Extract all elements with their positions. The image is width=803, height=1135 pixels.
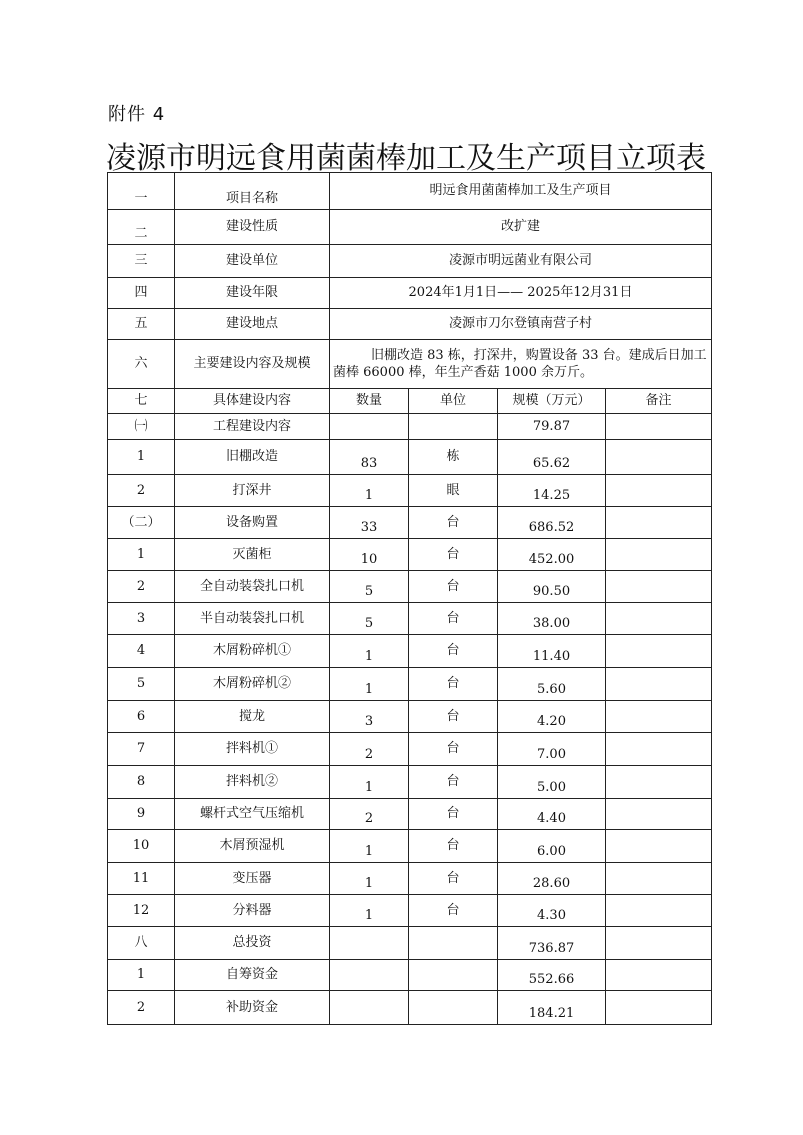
- item-unit: 台: [409, 830, 498, 863]
- header-scale: 规模（万元）: [498, 389, 606, 414]
- row-number: 五: [108, 309, 175, 340]
- detail-row: [108, 733, 712, 766]
- item-quantity: 1: [330, 475, 409, 507]
- item-name: 木屑粉碎机②: [175, 668, 330, 701]
- row-label: 建设单位: [175, 245, 330, 278]
- item-note: [606, 766, 712, 799]
- detail-row: [108, 507, 712, 539]
- item-scale: 5.60: [498, 668, 606, 701]
- item-unit: 台: [409, 539, 498, 571]
- header-note: 备注: [606, 389, 712, 414]
- detail-row: [108, 799, 712, 830]
- item-unit: 台: [409, 603, 498, 635]
- item-name: 补助资金: [175, 991, 330, 1025]
- item-name: 打深井: [175, 475, 330, 507]
- detail-header-row: [108, 389, 712, 414]
- row-value: 凌源市明远菌业有限公司: [330, 245, 712, 278]
- item-quantity: [330, 991, 409, 1025]
- item-unit: [409, 991, 498, 1025]
- item-name: 搅龙: [175, 701, 330, 733]
- item-quantity: [330, 960, 409, 991]
- row-number: 10: [108, 830, 175, 863]
- detail-row: [108, 927, 712, 960]
- detail-row: [108, 475, 712, 507]
- item-unit: [409, 414, 498, 440]
- item-unit: 台: [409, 895, 498, 927]
- row-number: 三: [108, 245, 175, 278]
- item-name: 灭菌柜: [175, 539, 330, 571]
- item-note: [606, 895, 712, 927]
- row-number: 4: [108, 635, 175, 668]
- info-row: [108, 210, 712, 245]
- detail-row: [108, 863, 712, 895]
- row-value-description: [330, 340, 712, 389]
- item-note: [606, 475, 712, 507]
- header-quantity: 数量: [330, 389, 409, 414]
- item-unit: 台: [409, 507, 498, 539]
- row-number: 7: [108, 733, 175, 766]
- item-note: [606, 539, 712, 571]
- item-quantity: 1: [330, 863, 409, 895]
- row-number: 1: [108, 539, 175, 571]
- item-name: 自筹资金: [175, 960, 330, 991]
- item-name: 设备购置: [175, 507, 330, 539]
- item-name: 拌料机②: [175, 766, 330, 799]
- item-quantity: 1: [330, 668, 409, 701]
- item-quantity: 33: [330, 507, 409, 539]
- item-scale: 552.66: [498, 960, 606, 991]
- detail-row: [108, 414, 712, 440]
- item-name: 木屑粉碎机①: [175, 635, 330, 668]
- item-note: [606, 991, 712, 1025]
- info-row: [108, 245, 712, 278]
- item-scale: 11.40: [498, 635, 606, 668]
- detail-row: [108, 895, 712, 927]
- detail-row: [108, 701, 712, 733]
- row-number: ㈠: [108, 414, 175, 440]
- item-scale: 5.00: [498, 766, 606, 799]
- item-unit: 台: [409, 733, 498, 766]
- description-line-1: 旧棚改造 83 栋，打深井，购置设备 33 台。建成后日加工: [371, 348, 707, 363]
- row-number: （二）: [108, 507, 175, 539]
- info-row: [108, 309, 712, 340]
- item-scale: 736.87: [498, 927, 606, 960]
- header-unit: 单位: [409, 389, 498, 414]
- item-unit: [409, 960, 498, 991]
- item-note: [606, 414, 712, 440]
- row-label: 主要建设内容及规模: [175, 340, 330, 389]
- item-scale: 7.00: [498, 733, 606, 766]
- row-value: 凌源市刀尔登镇南营子村: [330, 309, 712, 340]
- item-note: [606, 668, 712, 701]
- row-number: 8: [108, 766, 175, 799]
- item-quantity: 5: [330, 603, 409, 635]
- row-label: 建设地点: [175, 309, 330, 340]
- row-number: 2: [108, 571, 175, 603]
- row-number: 二: [108, 210, 175, 245]
- item-quantity: [330, 927, 409, 960]
- item-unit: 台: [409, 863, 498, 895]
- item-name: 总投资: [175, 927, 330, 960]
- row-label: 建设性质: [175, 210, 330, 245]
- row-number: 6: [108, 701, 175, 733]
- item-quantity: 1: [330, 830, 409, 863]
- item-note: [606, 603, 712, 635]
- item-unit: 台: [409, 635, 498, 668]
- item-scale: 4.20: [498, 701, 606, 733]
- item-note: [606, 830, 712, 863]
- detail-row: [108, 991, 712, 1025]
- item-unit: 台: [409, 571, 498, 603]
- item-note: [606, 927, 712, 960]
- item-name: 变压器: [175, 863, 330, 895]
- item-scale: 65.62: [498, 440, 606, 475]
- info-row: [108, 278, 712, 309]
- item-scale: 90.50: [498, 571, 606, 603]
- item-note: [606, 571, 712, 603]
- item-name: 全自动装袋扎口机: [175, 571, 330, 603]
- row-value: 改扩建: [330, 210, 712, 245]
- item-scale: 184.21: [498, 991, 606, 1025]
- row-number: 12: [108, 895, 175, 927]
- item-scale: 79.87: [498, 414, 606, 440]
- item-unit: 台: [409, 799, 498, 830]
- item-quantity: 83: [330, 440, 409, 475]
- detail-row: [108, 668, 712, 701]
- detail-row: [108, 440, 712, 475]
- row-number: 3: [108, 603, 175, 635]
- document-title: 凌源市明远食用菌菌棒加工及生产项目立项表: [106, 141, 706, 176]
- detail-row: [108, 960, 712, 991]
- item-unit: 台: [409, 701, 498, 733]
- info-row: [108, 340, 712, 389]
- item-scale: 686.52: [498, 507, 606, 539]
- project-table: [107, 172, 712, 1025]
- item-unit: 台: [409, 766, 498, 799]
- header-number: 七: [108, 389, 175, 414]
- detail-row: [108, 635, 712, 668]
- item-scale: 38.00: [498, 603, 606, 635]
- item-quantity: 1: [330, 766, 409, 799]
- item-note: [606, 960, 712, 991]
- item-name: 旧棚改造: [175, 440, 330, 475]
- row-label: 项目名称: [175, 173, 330, 210]
- detail-row: [108, 571, 712, 603]
- item-note: [606, 863, 712, 895]
- detail-row: [108, 603, 712, 635]
- row-label: 建设年限: [175, 278, 330, 309]
- item-unit: [409, 927, 498, 960]
- item-unit: 栋: [409, 440, 498, 475]
- item-note: [606, 701, 712, 733]
- detail-row: [108, 766, 712, 799]
- item-scale: 28.60: [498, 863, 606, 895]
- row-value: 明远食用菌菌棒加工及生产项目: [330, 173, 712, 210]
- item-scale: 14.25: [498, 475, 606, 507]
- row-number: 1: [108, 440, 175, 475]
- row-number: 八: [108, 927, 175, 960]
- item-unit: 台: [409, 668, 498, 701]
- attachment-label: 附件 4: [108, 104, 166, 125]
- item-quantity: 1: [330, 635, 409, 668]
- item-scale: 4.40: [498, 799, 606, 830]
- row-number: 1: [108, 960, 175, 991]
- item-quantity: 5: [330, 571, 409, 603]
- item-scale: 452.00: [498, 539, 606, 571]
- row-number: 一: [108, 173, 175, 210]
- detail-row: [108, 830, 712, 863]
- row-value: 2024年1月1日—— 2025年12月31日: [330, 278, 712, 309]
- item-name: 拌料机①: [175, 733, 330, 766]
- item-quantity: 10: [330, 539, 409, 571]
- row-number: 5: [108, 668, 175, 701]
- row-number: 六: [108, 340, 175, 389]
- item-unit: 眼: [409, 475, 498, 507]
- item-scale: 6.00: [498, 830, 606, 863]
- item-note: [606, 799, 712, 830]
- item-note: [606, 733, 712, 766]
- item-note: [606, 440, 712, 475]
- row-number: 2: [108, 991, 175, 1025]
- row-number: 9: [108, 799, 175, 830]
- header-name: 具体建设内容: [175, 389, 330, 414]
- item-quantity: 2: [330, 799, 409, 830]
- description-line-2: 菌棒 66000 棒，年生产香菇 1000 余万斤。: [333, 365, 593, 380]
- info-row: [108, 173, 712, 210]
- item-name: 分料器: [175, 895, 330, 927]
- item-name: 工程建设内容: [175, 414, 330, 440]
- item-note: [606, 507, 712, 539]
- row-number: 四: [108, 278, 175, 309]
- row-number: 11: [108, 863, 175, 895]
- item-quantity: [330, 414, 409, 440]
- item-quantity: 1: [330, 895, 409, 927]
- item-quantity: 3: [330, 701, 409, 733]
- item-name: 螺杆式空气压缩机: [175, 799, 330, 830]
- item-scale: 4.30: [498, 895, 606, 927]
- item-name: 半自动装袋扎口机: [175, 603, 330, 635]
- detail-row: [108, 539, 712, 571]
- item-note: [606, 635, 712, 668]
- item-quantity: 2: [330, 733, 409, 766]
- item-name: 木屑预湿机: [175, 830, 330, 863]
- row-number: 2: [108, 475, 175, 507]
